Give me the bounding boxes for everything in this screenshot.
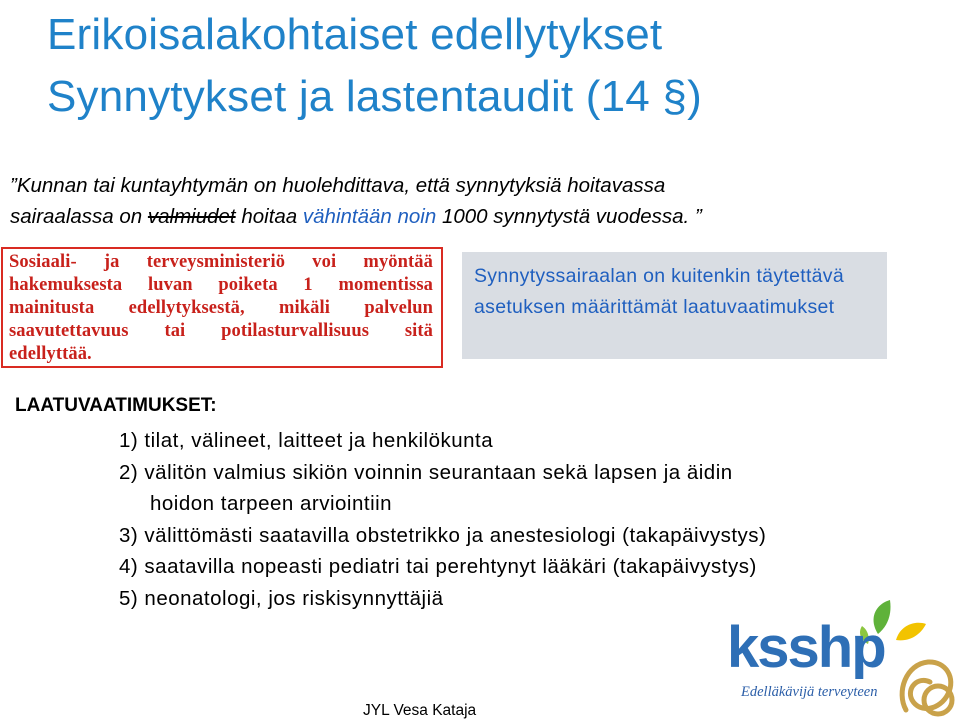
quote-part-3: hoitaa <box>235 205 303 228</box>
requirement-continuation: hoidon tarpeen arviointiin <box>150 492 393 515</box>
quote-part-4: 1000 synnytystä vuodessa. ” <box>436 205 702 228</box>
slide-title <box>47 4 947 128</box>
clipping-line: Sosiaali- ja terveysministeriö voi myöntää <box>9 252 433 272</box>
clipping-line: mainitusta edellytyksestä, mikäli palvelun <box>9 298 433 318</box>
requirement-text: 1) tilat, välineet, laitteet ja henkilökunta <box>119 429 494 452</box>
requirement-text: 2) välitön valmius sikiön voinnin seurantaan sekä lapsen ja äidin <box>119 460 733 484</box>
requirement-item <box>119 520 939 552</box>
ksshp-logo <box>700 600 960 725</box>
quote-part-2: sairaalassa on <box>10 205 148 228</box>
quality-callout: Synnytyssairaalan on kuitenkin täytettävä asetuksen määrittämät laatuvaatimukset <box>462 252 887 359</box>
requirements-list <box>119 425 939 614</box>
exemption-clipping <box>1 247 443 368</box>
requirement-text: 5) neonatologi, jos riskisynnyttäjiä <box>119 586 444 610</box>
requirement-item <box>119 457 939 520</box>
requirement-text: 4) saatavilla nopeasti pediatri tai perehtynyt lääkäri (takapäivystys) <box>119 555 757 578</box>
title-line-2: Synnytykset ja lastentaudit (14 §) <box>47 72 702 121</box>
title-line-1: Erikoisalakohtaiset edellytykset <box>47 10 663 59</box>
requirements-heading: LAATUVAATIMUKSET: <box>15 395 217 416</box>
law-quote <box>10 170 910 232</box>
logo-leaf-yellow <box>896 623 926 641</box>
requirement-text: 3) välittömästi saatavilla obstetrikko ja anestesiologi (takapäivystys) <box>119 523 767 547</box>
quote-highlight: vähintään noin <box>302 205 437 228</box>
clipping-line: saavutettavuus tai potilasturvallisuus sitä <box>9 321 433 341</box>
quote-part-1: ”Kunnan tai kuntayhtymän on huolehdittava, että synnytyksiä hoitavassa <box>10 174 666 197</box>
requirement-item <box>119 425 939 457</box>
logo-anniversary-ring <box>924 686 952 714</box>
logo-wordmark: ksshp <box>727 615 885 680</box>
requirement-item <box>119 551 939 583</box>
footer-author: JYL Vesa Kataja <box>363 702 477 719</box>
quote-struck-word: valmiudet <box>147 205 236 228</box>
clipping-line: hakemuksesta luvan poiketa 1 momentissa <box>9 275 433 295</box>
clipping-line: edellyttää. <box>9 344 92 364</box>
logo-tagline: Edelläkävijä terveyteen <box>741 684 878 700</box>
